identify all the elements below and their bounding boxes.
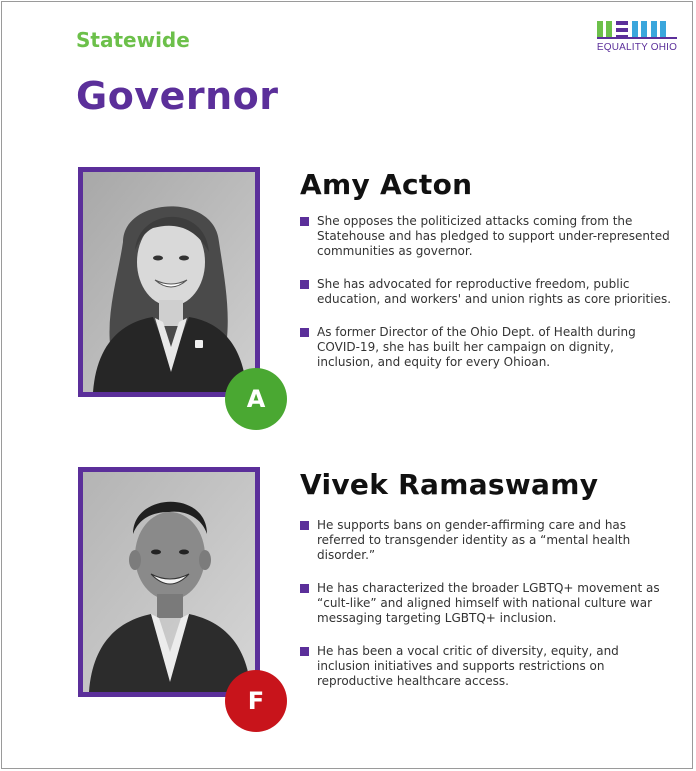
- grade-badge-a: A: [225, 368, 287, 430]
- bullet-square-icon: [300, 328, 309, 337]
- page-title: Governor: [76, 74, 279, 118]
- section-label: Statewide: [76, 28, 190, 52]
- candidate-photo-amy-acton: [78, 167, 260, 397]
- list-item: He has characterized the broader LGBTQ+ movement as “cult-like” and aligned himself with national culture war messaging targeting LGBTQ+ inclusion.: [300, 581, 672, 626]
- equality-ohio-logo[interactable]: [592, 18, 682, 62]
- bullet-square-icon: [300, 584, 309, 593]
- bullet-square-icon: [300, 647, 309, 656]
- list-item: He has been a vocal critic of diversity, equity, and inclusion initiatives and supports restrictions on reproductive healthcare access.: [300, 644, 672, 689]
- logo-text: EQUALITY OHIO: [596, 42, 678, 53]
- list-item: He supports bans on gender-affirming care and has referred to transgender identity as a “mental health disorder.”: [300, 518, 672, 563]
- list-item: She opposes the politicized attacks coming from the Statehouse and has pledged to support under-represented communities as governor.: [300, 214, 672, 259]
- bullet-square-icon: [300, 280, 309, 289]
- voter-guide-page: [1, 1, 693, 769]
- candidate-points-list: [300, 518, 672, 707]
- candidate-name: Vivek Ramaswamy: [300, 468, 599, 501]
- list-item: She has advocated for reproductive freedom, public education, and workers' and union rights as core priorities.: [300, 277, 672, 307]
- grade-badge-f: F: [225, 670, 287, 732]
- candidate-points-list: [300, 214, 672, 388]
- candidate-photo-vivek-ramaswamy: [78, 467, 260, 697]
- candidate-name: Amy Acton: [300, 168, 473, 201]
- list-item: As former Director of the Ohio Dept. of Health during COVID-19, she has built her campaign on dignity, inclusion, and equity for every Ohioan.: [300, 325, 672, 370]
- bullet-square-icon: [300, 521, 309, 530]
- bullet-square-icon: [300, 217, 309, 226]
- logo-mark-icon: [597, 21, 677, 39]
